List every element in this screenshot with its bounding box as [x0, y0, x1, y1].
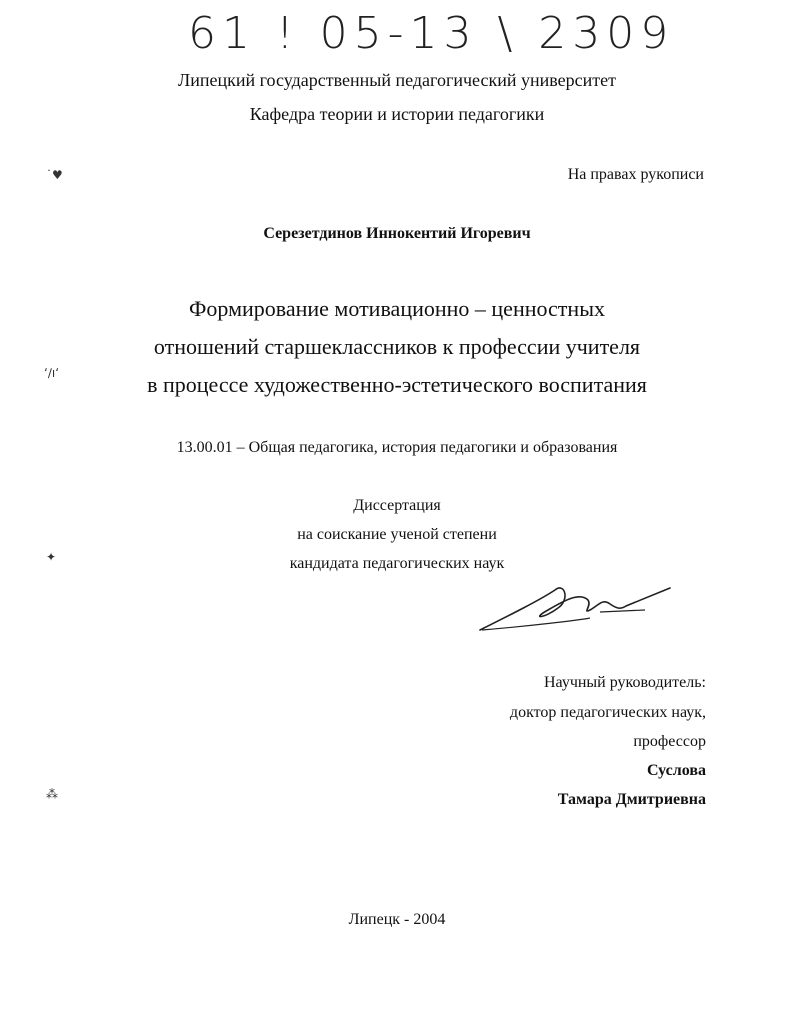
degree-sought: на соискание ученой степени [297, 526, 497, 543]
supervisor-surname: Суслова [647, 762, 706, 779]
rights-note: На правах рукописи [567, 166, 704, 183]
handwritten-code: 61 ! 05-13 \ 2309 [188, 8, 675, 59]
specialty-code: 13.00.01 – Общая педагогика, история педагогики и образования [176, 439, 618, 456]
margin-mark: ✦ [46, 550, 57, 564]
margin-mark: ⁂ [46, 787, 58, 801]
author-name: Серезетдинов Иннокентий Игоревич [263, 225, 531, 242]
dissertation-label: Диссертация [353, 497, 441, 514]
supervisor-degree: доктор педагогических наук, [509, 704, 706, 721]
signature [470, 570, 690, 640]
margin-mark: ʻ∕ıʻ [44, 366, 60, 380]
margin-mark: ˙♥ [46, 168, 63, 182]
department-name: Кафедра теории и истории педагогики [249, 104, 545, 124]
dissertation-title-line-1: Формирование мотивационно – ценностных [189, 296, 605, 321]
university-name: Липецкий государственный педагогический университет [178, 70, 616, 90]
dissertation-title-line-3: в процессе художественно-эстетического воспитания [147, 372, 647, 397]
dissertation-title-line-2: отношений старшеклассников к профессии учителя [153, 334, 641, 359]
supervisor-label: Научный руководитель: [543, 674, 706, 691]
city-year: Липецк - 2004 [348, 911, 446, 928]
supervisor-rank: профессор [633, 733, 706, 750]
supervisor-name: Тамара Дмитриевна [557, 791, 706, 808]
degree-name: кандидата педагогических наук [289, 555, 505, 572]
